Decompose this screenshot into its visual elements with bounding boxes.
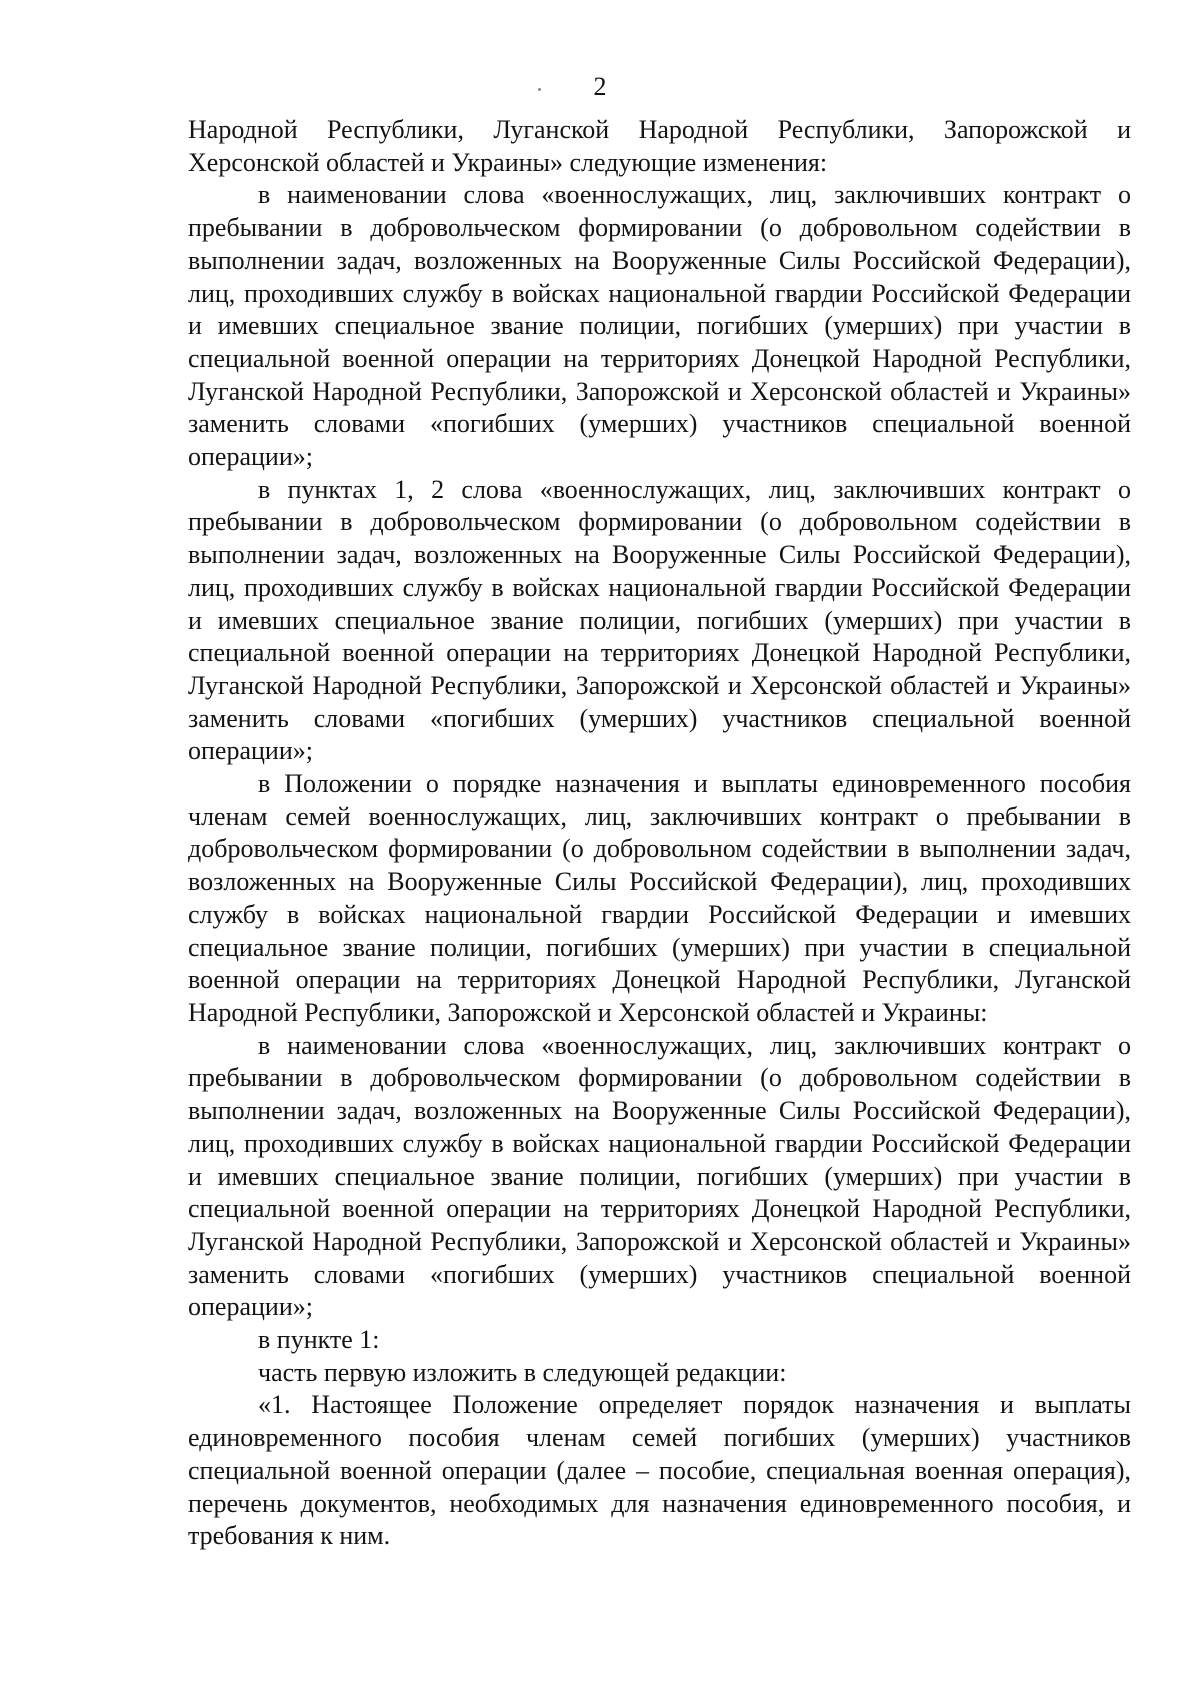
paragraph-title-amendment: в наименовании слова «военнослужащих, лиц, заключивших контракт о пребывании в добровольческом формировании (о добровольном содействии в выполнении задач, возложенных на Вооруженные Силы Российской Федерации), лиц, проходивших службу в войсках национальной гвардии Российской Федерации и имевших специальное звание полиции, погибших (умерших) при участии в специальной военной операции на территориях Донецкой Народной Республики, Луганской Народной Республики, Запорожской и Херсонской областей и Украины» заменить словами «погибших (умерших) участников специальной военной операции»;: [188, 180, 1131, 472]
document-body: [188, 114, 1131, 1553]
paragraph-point-1: в пункте 1:: [258, 1325, 380, 1355]
paragraph-part-one: часть первую изложить в следующей редакции:: [258, 1357, 787, 1387]
paragraph-new-wording: «1. Настоящее Положение определяет порядок назначения и выплаты единовременного пособия членам семей погибших (умерших) участников специальной военной операции (далее – пособие, специальная военная операция), перечень документов, необходимых для назначения единовременного пособия, и требования к ним.: [188, 1390, 1131, 1551]
page-number: 2: [593, 72, 607, 101]
paragraph-regulation-heading: в Положении о порядке назначения и выплаты единовременного пособия членам семей военнослужащих, лиц, заключивших контракт о пребывании в добровольческом формировании (о добровольном содействии в выполнении задач, возложенных на Вооруженные Силы Российской Федерации), лиц, проходивших службу в войсках национальной гвардии Российской Федерации и имевших специальное звание полиции, погибших (умерших) при участии в специальной военной операции на территориях Донецкой Народной Республики, Луганской Народной Республики, Запорожской и Херсонской областей и Украины:: [188, 769, 1131, 1027]
paragraph-continuation: Народной Республики, Луганской Народной Республики, Запорожской и Херсонской областей и Украины» следующие изменения:: [188, 115, 1131, 177]
paragraph-points-amendment: в пунктах 1, 2 слова «военнослужащих, лиц, заключивших контракт о пребывании в добровольческом формировании (о добровольном содействии в выполнении задач, возложенных на Вооруженные Силы Российской Федерации), лиц, проходивших службу в войсках национальной гвардии Российской Федерации и имевших специальное звание полиции, погибших (умерших) при участии в специальной военной операции на территориях Донецкой Народной Республики, Луганской Народной Республики, Запорожской и Херсонской областей и Украины» заменить словами «погибших (умерших) участников специальной военной операции»;: [188, 474, 1131, 766]
paragraph-regulation-title-amendment: в наименовании слова «военнослужащих, лиц, заключивших контракт о пребывании в добровольческом формировании (о добровольном содействии в выполнении задач, возложенных на Вооруженные Силы Российской Федерации), лиц, проходивших службу в войсках национальной гвардии Российской Федерации и имевших специальное звание полиции, погибших (умерших) при участии в специальной военной операции на территориях Донецкой Народной Республики, Луганской Народной Республики, Запорожской и Херсонской областей и Украины» заменить словами «погибших (умерших) участников специальной военной операции»;: [188, 1030, 1131, 1322]
scan-speck-mark: [538, 88, 541, 91]
